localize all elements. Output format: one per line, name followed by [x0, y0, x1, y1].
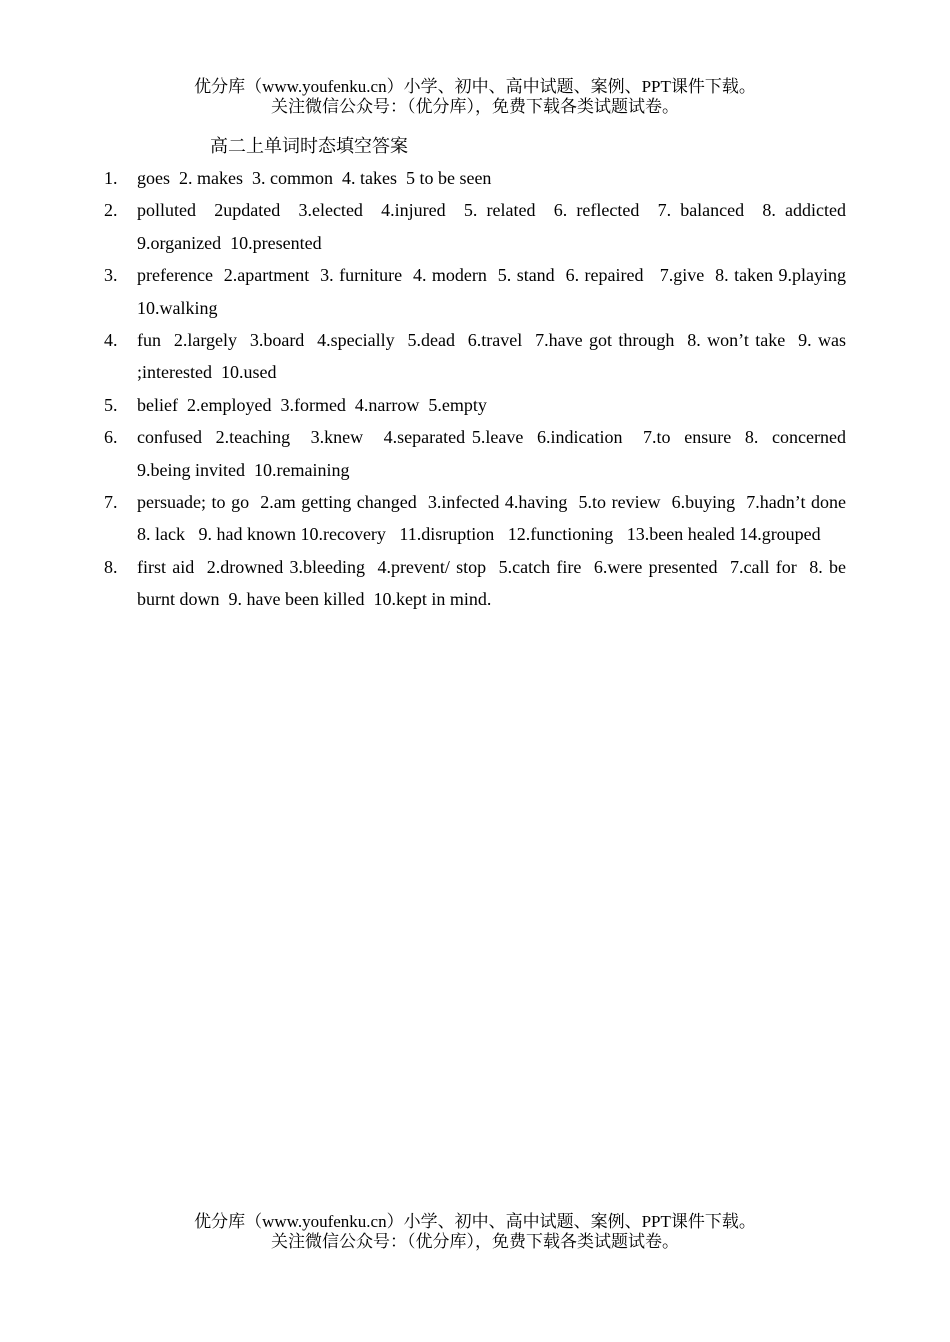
answer-item-5 — [104, 389, 846, 421]
answer-number: 1. — [104, 168, 118, 188]
footer-line-2: 关注微信公众号：（优分库），免费下载各类试题试卷。 — [271, 1232, 679, 1251]
answer-number: 4. — [104, 330, 118, 351]
answer-text: confused 2.teaching 3.knew 4.separated 5.leave 6.indication 7.to ensure 8. concerned 9.being invited 10.remaining — [137, 427, 851, 480]
answer-item-8 — [104, 551, 851, 616]
answer-number: 5. — [104, 394, 118, 415]
answer-number: 7. — [104, 492, 118, 513]
answer-item-2 — [104, 194, 851, 259]
page-header — [0, 77, 950, 117]
answer-text: fun 2.largely 3.board 4.specially 5.dead 6.travel 7.have got through 8. won’t take 9. was ;interested 10.used — [137, 330, 851, 383]
answer-number: 3. — [104, 265, 118, 286]
answer-text: polluted 2updated 3.elected 4.injured 5. related 6. reflected 7. balanced 8. addicted 9.organized 10.presented — [137, 200, 851, 253]
header-line-2: 关注微信公众号：（优分库），免费下载各类试题试卷。 — [271, 97, 679, 116]
answer-text: belief 2.employed 3.formed 4.narrow 5.empty — [137, 394, 487, 415]
header-line-1: 优分库（www.youfenku.cn）小学、初中、高中试题、案例、PPT课件下载。 — [194, 77, 756, 96]
answer-item-6 — [104, 421, 851, 486]
answer-item-1 — [104, 162, 846, 194]
answer-item-4 — [104, 324, 851, 389]
answer-number: 6. — [104, 427, 118, 448]
answer-number: 8. — [104, 556, 118, 577]
footer-line-1: 优分库（www.youfenku.cn）小学、初中、高中试题、案例、PPT课件下载。 — [194, 1212, 756, 1231]
answer-text: persuade; to go 2.am getting changed 3.infected 4.having 5.to review 6.buying 7.hadn’t done 8. lack 9. had known 10.recovery 11.disruption 12.functioning 13.been healed 14.grouped — [137, 492, 860, 545]
answer-text: first aid 2.drowned 3.bleeding 4.prevent/ stop 5.catch fire 6.were presented 7.call for 8. be burnt down 9. have been killed 10.kept in mind. — [137, 556, 851, 610]
answer-list — [104, 162, 860, 616]
answer-text: goes 2. makes 3. common 4. takes 5 to be seen — [137, 168, 492, 188]
page-footer — [0, 1212, 950, 1252]
answer-number: 2. — [104, 200, 118, 221]
document-title: 高二上单词时态填空答案 — [210, 136, 408, 156]
answer-item-3 — [104, 259, 851, 324]
answer-item-7 — [104, 486, 860, 551]
answer-text: preference 2.apartment 3. furniture 4. modern 5. stand 6. repaired 7.give 8. taken 9.playing 10.walking — [137, 265, 851, 318]
